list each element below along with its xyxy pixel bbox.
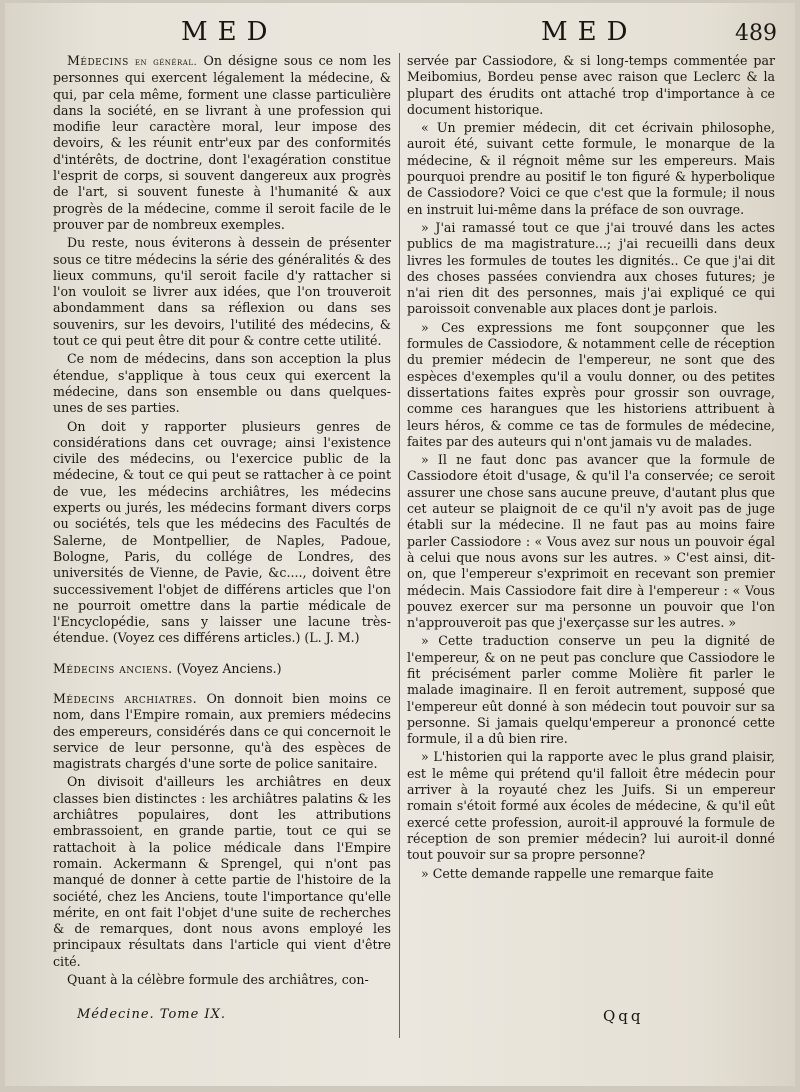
entry-heading: Médecins archiatres. [53, 690, 198, 706]
paragraph-text: On divisoit d'ailleurs les archiâtres en deux classes bien distinctes : les archiâtres palatins & les archiâtres populaires, dont les attributions embrassoient, en grande partie, tout ce qui se rattachoit à la police médicale dans l'Empire romain. Ackermann & Sprengel, qui n'ont pas manqué de donner à cette partie de l'histoire de la société, chez les Anciens, toute l'importance qu'elle mérite, en ont fait l'objet d'une suite de recherches & de remarques, dont nous avons employé les principaux résultats dans l'article qui vient d'être cité. [53, 774, 391, 969]
paragraph-text: » Cette demande rappelle une remarque faite [421, 865, 714, 881]
paragraph-text: servée par Cassiodore, & si long-temps commentée par Meibomius, Bordeu pense avec raison que Leclerc & la plupart des érudits ont attaché trop d'importance à ce document historique. [407, 53, 775, 117]
paragraph [407, 452, 775, 631]
paragraph-text: (Voyez Anciens.) [172, 660, 282, 676]
header-left-word: MED [181, 17, 278, 47]
paragraph [407, 120, 775, 218]
paragraph-text: On donnoit bien moins ce nom, dans l'Empire romain, aux premiers médecins des empereurs, considérés dans ce qui concernoit le service de leur personne, qu'à des espèces de magistrats chargés d'une sorte de police sanitaire. [53, 690, 392, 772]
paragraph-text: » J'ai ramassé tout ce que j'ai trouvé dans les actes publics de ma magistrature...; j'ai recueilli dans deux livres les formules de toutes les dignités.. Ce que j'ai dit des choses passées conviendra aux choses futures; je n'ai rien dit des personnes, mais j'ai expliqué ce qui paroissoit convenable aux places dont je parlois. [407, 219, 775, 317]
running-header [5, 17, 795, 51]
paragraph [53, 351, 391, 416]
page-number: 489 [735, 21, 777, 46]
left-column [53, 53, 391, 990]
paragraph [407, 220, 775, 318]
paragraph [407, 749, 775, 863]
paragraph-text: « Un premier médecin, dit cet écrivain philosophe, auroit été, suivant cette formule, le monarque de la médecine, & il régnoit même sur les empereurs. Mais pourquoi prendre au positif le ton figuré & hyperbolique de Cassiodore? Voici ce que c'est que la formule; il nous en instruit lui-même dans la préface de son ouvrage. [407, 120, 775, 217]
entry-subheading: en général. [134, 56, 198, 68]
paragraph [53, 235, 391, 349]
footer-signature: Qqq [603, 1007, 644, 1025]
entry-heading: Médecins anciens. [53, 660, 173, 676]
paragraph [407, 320, 775, 450]
footer-volume: Médecine. Tome IX. [77, 1007, 226, 1022]
paragraph-gap [53, 649, 391, 661]
paragraph-text: Quant à la célèbre formule des archiâtres, con- [67, 972, 369, 988]
paragraph-gap [53, 679, 391, 691]
paragraph-text: » Il ne faut donc pas avancer que la formule de Cassiodore étoit d'usage, & qu'il l'a conservée; ce seroit assurer une chose sans aucune preuve, d'autant plus que cet auteur se plaignoit de ce qu'il n'y avoit pas de juge établi sur la médecine. Il ne faut pas au moins faire parler Cassiodore : « Vous avez sur nous un pouvoir égal à celui que nous avons sur les autres. » C'est ainsi, dit-on, que l'empereur s'exprimoit en recevant son premier médecin. Mais Cassiodore fait dire à l'empereur : « Vous pouvez exercer sur ma personne un pouvoir que l'on n'approuveroit pas que j'exerçasse sur les autres. » [407, 452, 775, 631]
paragraph [407, 53, 775, 118]
paragraph-text: On doit y rapporter plusieurs genres de considérations dans cet ouvrage; ainsi l'existence civile des médecins, ou l'exercice public de la médecine, & tout ce qui peut se rattacher à ce point de vue, les médecins archiâtres, les médecins experts ou jurés, les médecins formant divers corps ou sociétés, tels que les médecins des Facultés de Salerne, de Montpellier, de Naples, Padoue, Bologne, Paris, du collége de Londres, des universités de Vienne, de Pavie, &c...., doivent être successivement l'objet de différens articles que l'on ne pourroit omettre dans la partie médicale de l'Encyclopédie, sans y laisser une lacune très-étendue. (Voyez ces différens articles.) (L. J. M.) [53, 418, 391, 646]
paragraph-text: Ce nom de médecins, dans son acception la plus étendue, s'applique à tous ceux qui exercent la médecine, dans son ensemble ou dans quelques-unes de ses parties. [53, 351, 391, 416]
paragraph-text: On désigne sous ce nom les personnes qui exercent légalement la médecine, & qui, par cela même, forment une classe particulière dans la société, en se livrant à une profession qui modifie leur caractère moral, leur impose des devoirs, & les réunit entr'eux par des conformités d'intérêts, de doctrine, dont l'exagération constitue l'esprit de corps, si souvent dangereux aux progrès de l'art, si souvent funeste à l'humanité & aux progrès de la médecine, comme il seroit facile de le prouver par de nombreux exemples. [53, 53, 391, 232]
right-column [407, 53, 775, 884]
paragraph [407, 866, 775, 882]
header-right-word: MED [541, 17, 638, 47]
paragraph-text: Du reste, nous éviterons à dessein de présenter sous ce titre médecins la série des généralités & des lieux communs, qu'il seroit facile d'y rattacher si l'on vouloit se livrer aux idées, que l'on trouveroit abondamment dans sa réflexion ou dans ses souvenirs, sur les devoirs, l'utilité des médecins, & tout ce qui peut être dit pour & contre cette utilité. [53, 235, 391, 349]
paragraph [53, 774, 391, 970]
paragraph-text: » L'historien qui la rapporte avec le plus grand plaisir, est le même qui prétend qu'il falloit être médecin pour arriver à la royauté chez les Juifs. Si un empereur romain s'étoit formé aux écoles de médecine, & qu'il eût exercé cette profession, auroit-il approuvé la formule de réception de son premier médecin? lui auroit-il donné tout pouvoir sur sa propre personne? [407, 749, 775, 863]
column-divider [399, 53, 400, 1038]
paragraph-text: » Ces expressions me font soupçonner que les formules de Cassiodore, & notamment celle de réception du premier médecin de l'empereur, ne sont que des espèces d'exemples qu'il a voulu donner, ou des petites dissertations faites exprès pour grossir son ouvrage, comme ces harangues que les historiens attribuent à leurs héros, & comme ce tas de formules de médecine, faites par des auteurs qui n'ont jamais vu de malades. [407, 319, 775, 449]
entry-heading: Médecins [67, 53, 129, 68]
book-page [5, 3, 795, 1086]
paragraph [53, 661, 391, 677]
paragraph [53, 419, 391, 647]
paragraph [53, 972, 391, 988]
paragraph [53, 53, 391, 233]
paragraph-text: » Cette traduction conserve un peu la dignité de l'empereur, & on ne peut pas conclure que Cassiodore le fit précisément parler comme Molière fit parler le malade imaginaire. Il en feroit autrement, supposé que l'empereur eût donné à son médecin tout pouvoir sur sa personne. Si jamais quelqu'empereur a prononcé cette formule, il a dû bien rire. [407, 633, 775, 747]
paragraph [53, 691, 391, 772]
paragraph [407, 633, 775, 747]
